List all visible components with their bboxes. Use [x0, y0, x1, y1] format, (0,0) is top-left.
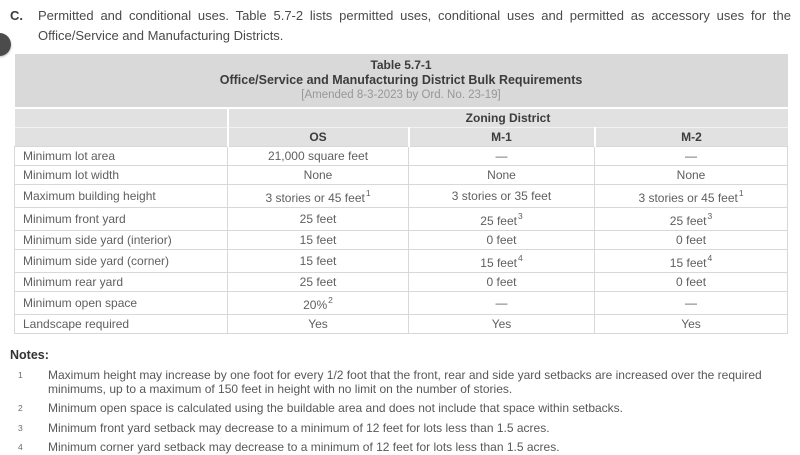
cell-value: None — [228, 166, 409, 185]
cell-value: 3 stories or 45 feet$^1$ — [228, 185, 409, 208]
table-number: Table 5.7-1 — [370, 58, 432, 72]
cell-value: 0 feet — [595, 231, 788, 250]
note-number: 1 — [18, 370, 23, 380]
table-row — [15, 185, 788, 208]
column-header-row — [15, 128, 788, 147]
table-row — [15, 231, 788, 250]
cell-value: — — [595, 147, 788, 166]
cell-value: 25 feet$^3$ — [595, 208, 788, 231]
cell-value: 0 feet — [409, 273, 595, 292]
note-text: Minimum open space is calculated using the buildable area and does not include that space within setbacks. — [48, 401, 624, 415]
row-label: Minimum front yard — [15, 208, 228, 231]
table-row — [15, 250, 788, 273]
table-title-row — [15, 54, 788, 108]
cell-value: 25 feet — [228, 273, 409, 292]
intro-text: Permitted and conditional uses. Table 5.7-2 lists permitted uses, conditional uses and permitted as accessory uses for the Office/Service and Manufacturing Districts. — [38, 8, 791, 43]
table-body — [15, 147, 788, 334]
table-row — [15, 315, 788, 334]
cell-value: — — [409, 292, 595, 315]
cell-value: 0 feet — [595, 273, 788, 292]
column-header-m-1: M-1 — [409, 128, 595, 147]
note-item — [10, 402, 800, 416]
table-row — [15, 147, 788, 166]
footnote-reference: 4 — [707, 253, 713, 263]
cell-value: Yes — [409, 315, 595, 334]
note-number: 4 — [18, 442, 23, 452]
note-text: Minimum front yard setback may decrease to a minimum of 12 feet for lots less than 1.5 acres. — [48, 420, 550, 435]
footnote-reference: 1 — [738, 188, 744, 198]
table-row — [15, 208, 788, 231]
note-number: 2 — [18, 403, 23, 413]
footnote-reference: 4 — [517, 253, 523, 263]
cell-value: None — [409, 166, 595, 185]
row-label: Minimum side yard (interior) — [15, 231, 228, 250]
cell-value: None — [595, 166, 788, 185]
row-label: Maximum building height — [15, 185, 228, 208]
section-label: C. — [10, 8, 23, 23]
footnote-reference: 3 — [517, 211, 523, 221]
cell-value: Yes — [595, 315, 788, 334]
footnote-reference: 3 — [707, 211, 713, 221]
row-label: Minimum open space — [15, 292, 228, 315]
table-amended-note: [Amended 8-3-2023 by Ord. No. 23-19] — [301, 89, 501, 101]
note-text: Maximum height may increase by one foot for every 1/2 foot that the front, rear and side yard setbacks are increased over the required minimums, up to a maximum of 150 feet in height with no limit on the number of stories. — [48, 368, 762, 396]
table-title-band — [15, 54, 788, 108]
notes-list — [10, 369, 800, 455]
cell-value: — — [595, 292, 788, 315]
note-text: Minimum corner yard setback may decrease to a minimum of 12 feet for lots less than 1.5 acres. — [48, 440, 560, 454]
column-header-os: OS — [228, 128, 409, 147]
corner-cell — [15, 128, 228, 147]
notes-section — [10, 348, 800, 455]
cell-value: 3 stories or 35 feet — [409, 185, 595, 208]
row-label: Minimum lot area — [15, 147, 228, 166]
cell-value: 25 feet$^3$ — [409, 208, 595, 231]
note-item — [10, 441, 800, 455]
row-label: Minimum side yard (corner) — [15, 250, 228, 273]
table-row — [15, 166, 788, 185]
footnote-reference: 1 — [365, 188, 371, 198]
column-header-m-2: M-2 — [595, 128, 788, 147]
corner-cell — [15, 108, 228, 128]
cell-value: Yes — [228, 315, 409, 334]
note-item — [10, 369, 800, 396]
cell-value: 15 feet$^4$ — [409, 250, 595, 273]
cell-value: 15 feet — [228, 250, 409, 273]
cell-value: 15 feet — [228, 231, 409, 250]
zoning-district-group-row — [15, 108, 788, 128]
notes-heading: Notes: — [10, 348, 49, 362]
zoning-district-header: Zoning District — [228, 108, 788, 128]
cell-value: 20%$^2$ — [228, 292, 409, 315]
table-title: Office/Service and Manufacturing District Bulk Requirements — [219, 73, 583, 87]
cell-value: 15 feet$^4$ — [595, 250, 788, 273]
cell-value: 21,000 square feet — [228, 147, 409, 166]
cell-value: 0 feet — [409, 231, 595, 250]
bulk-requirements-table — [14, 54, 788, 334]
note-number: 3 — [18, 422, 23, 433]
cell-value: — — [409, 147, 595, 166]
footnote-reference: 2 — [328, 295, 333, 305]
table-row — [15, 273, 788, 292]
cell-value: 25 feet — [228, 208, 409, 231]
cell-value: 3 stories or 45 feet$^1$ — [595, 185, 788, 208]
row-label: Minimum rear yard — [15, 273, 228, 292]
intro-paragraph — [0, 0, 800, 45]
note-item — [10, 422, 800, 436]
table-row — [15, 292, 788, 315]
row-label: Landscape required — [15, 315, 228, 334]
row-label: Minimum lot width — [15, 166, 228, 185]
